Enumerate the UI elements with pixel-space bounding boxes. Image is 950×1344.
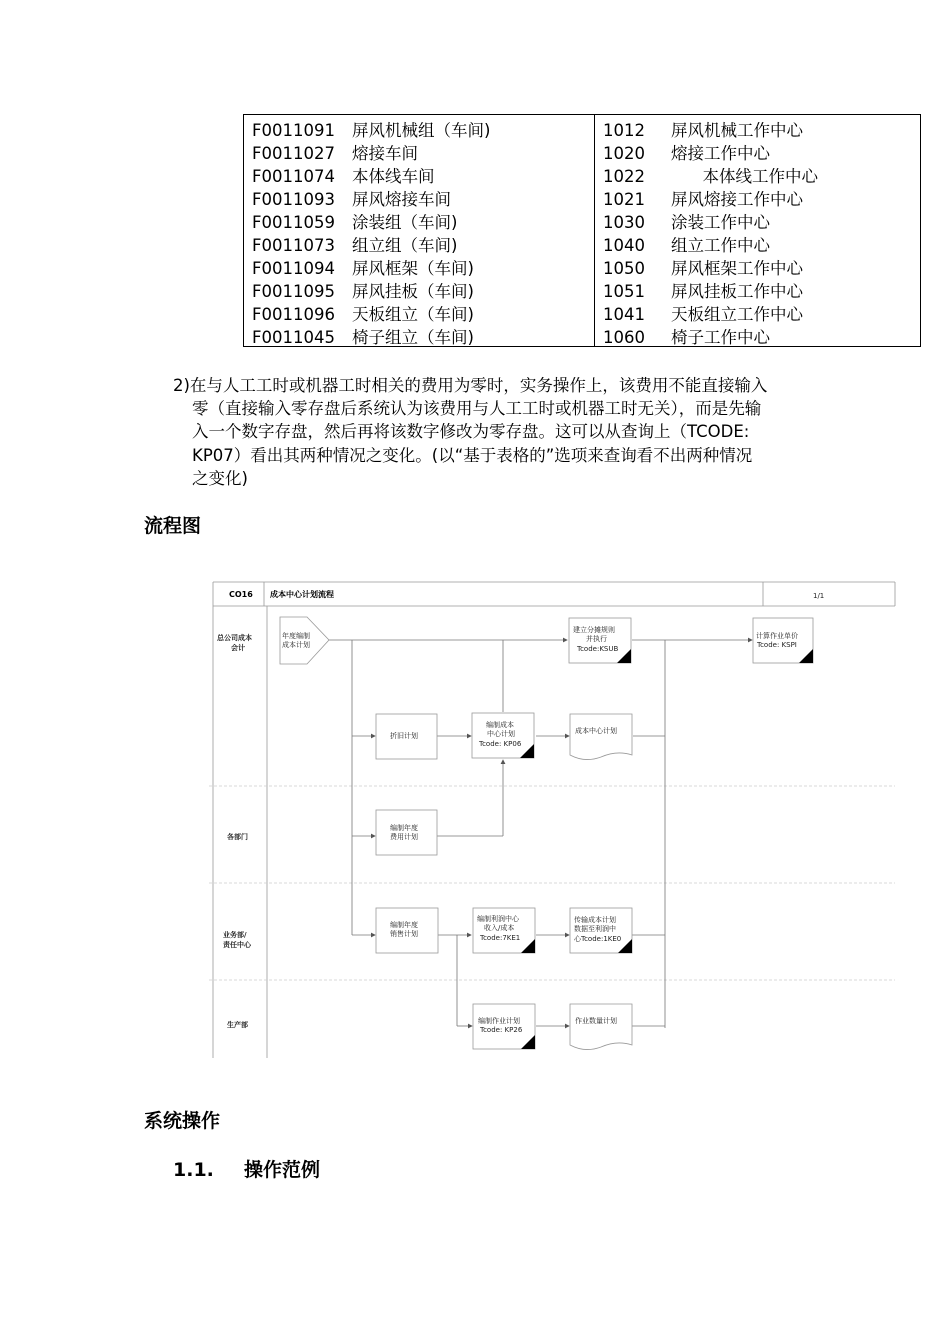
cc-plan-label: Tcode: KP06 bbox=[479, 740, 522, 748]
wc-name: 组立工作中心 bbox=[671, 236, 770, 255]
transfer-label: 传输成本计划 bbox=[574, 916, 616, 924]
wc-name: 涂装工作中心 bbox=[671, 213, 770, 232]
sales-plan-label: 销售计划 bbox=[390, 930, 418, 938]
activity-price-label: 计算作业单价 bbox=[756, 632, 798, 640]
wc-name: 屏风熔接工作中心 bbox=[671, 190, 803, 209]
note-paragraph bbox=[173, 374, 823, 490]
wc-code: 1012 bbox=[603, 121, 645, 140]
transfer-label: 心Tcode:1KE0 bbox=[574, 935, 622, 943]
table-row bbox=[603, 257, 920, 280]
activity-doc-label: 作业数量计划 bbox=[575, 1017, 617, 1025]
table-row bbox=[603, 165, 920, 188]
table-row bbox=[603, 234, 920, 257]
depreciation-label: 折旧计划 bbox=[390, 732, 418, 740]
table-row bbox=[603, 326, 920, 349]
dept-code: F0011027 bbox=[252, 144, 335, 163]
dept-name: 屏风挂板（车间) bbox=[352, 282, 474, 301]
wc-code: 1021 bbox=[603, 190, 645, 209]
wc-name: 熔接工作中心 bbox=[671, 144, 770, 163]
activity-doc bbox=[570, 1004, 632, 1050]
dist-rule-label: Tcode:KSUB bbox=[577, 645, 619, 653]
profit-plan-label: Tcode:7KE1 bbox=[480, 934, 521, 942]
dept-code: F0011059 bbox=[252, 213, 335, 232]
activity-plan-label: Tcode: KP26 bbox=[480, 1026, 523, 1034]
lane-label-hq: 会计 bbox=[231, 644, 245, 652]
dept-name: 本体线车间 bbox=[352, 167, 435, 186]
table-row bbox=[603, 211, 920, 234]
transfer-label: 数据至利润中 bbox=[574, 925, 616, 933]
table-row bbox=[252, 188, 594, 211]
note-line: KP07）看出其两种情况之变化。(以“基于表格的”选项来查询看不出两种情况 bbox=[192, 445, 753, 465]
dept-code: F0011045 bbox=[252, 328, 335, 347]
note-line: 2)在与人工工时或机器工时相关的费用为零时，实务操作上，该费用不能直接输入 bbox=[173, 376, 768, 395]
profit-plan-label: 编制利润中心 bbox=[477, 915, 519, 923]
wc-name: 屏风挂板工作中心 bbox=[671, 282, 803, 301]
dept-name: 椅子组立（车间) bbox=[352, 328, 474, 347]
table-row bbox=[252, 257, 594, 280]
wc-code: 1020 bbox=[603, 144, 645, 163]
wc-name: 屏风机械工作中心 bbox=[671, 121, 803, 140]
wc-code: 1050 bbox=[603, 259, 645, 278]
dept-name: 屏风熔接车间 bbox=[352, 190, 451, 209]
lane-label-biz: 责任中心 bbox=[223, 941, 251, 949]
table-row bbox=[252, 119, 594, 142]
wc-code: 1041 bbox=[603, 305, 645, 324]
table-row bbox=[252, 165, 594, 188]
dept-code: F0011073 bbox=[252, 236, 335, 255]
expense-plan-label: 费用计划 bbox=[390, 833, 418, 841]
wc-name: 本体线工作中心 bbox=[671, 167, 818, 186]
expense-plan-label: 编制年度 bbox=[390, 824, 418, 832]
wc-code: 1060 bbox=[603, 328, 645, 347]
dept-code: F0011091 bbox=[252, 121, 335, 140]
lane-label-dept: 各部门 bbox=[227, 833, 248, 841]
wc-code: 1040 bbox=[603, 236, 645, 255]
dept-code: F0011096 bbox=[252, 305, 335, 324]
note-line: 零（直接输入零存盘后系统认为该费用与人工工时或机器工时无关），而是先输 bbox=[192, 399, 762, 419]
dist-rule-label: 建立分摊规则 bbox=[573, 626, 615, 634]
flowchart bbox=[207, 580, 897, 1060]
department-column bbox=[244, 115, 595, 346]
table-row bbox=[252, 234, 594, 257]
table-row bbox=[252, 211, 594, 234]
dept-code: F0011095 bbox=[252, 282, 335, 301]
dist-rule-label: 并执行 bbox=[586, 635, 607, 643]
dept-code: F0011094 bbox=[252, 259, 335, 278]
wc-name: 椅子工作中心 bbox=[671, 328, 770, 347]
profit-plan-label: 收入/成本 bbox=[484, 924, 515, 932]
table-row bbox=[603, 142, 920, 165]
subsection-heading bbox=[173, 1155, 320, 1182]
table-row bbox=[603, 188, 920, 211]
flowchart-title: 成本中心计划流程 bbox=[270, 590, 334, 599]
system-heading: 系统操作 bbox=[144, 1110, 221, 1132]
flowchart-page: 1/1 bbox=[813, 592, 825, 600]
mapping-table bbox=[243, 114, 921, 347]
dept-code: F0011093 bbox=[252, 190, 335, 209]
table-row bbox=[603, 280, 920, 303]
dept-name: 熔接车间 bbox=[352, 144, 418, 163]
lane-label-biz: 业务部/ bbox=[223, 931, 247, 939]
table-row bbox=[603, 303, 920, 326]
table-row bbox=[252, 280, 594, 303]
cc-plan-label: 中心计划 bbox=[487, 730, 515, 738]
wc-name: 天板组立工作中心 bbox=[671, 305, 803, 324]
lane-label-prod: 生产部 bbox=[227, 1021, 248, 1029]
flowchart-code: CO16 bbox=[229, 590, 253, 599]
note-line: 入一个数字存盘，然后再将该数字修改为零存盘。这可以从查询上（TCODE: bbox=[192, 422, 750, 442]
start-node-label: 成本计划 bbox=[282, 641, 310, 649]
cc-plan-label: 编制成本 bbox=[486, 721, 514, 729]
table-row bbox=[603, 119, 920, 142]
sales-plan-label: 编制年度 bbox=[390, 921, 418, 929]
subsection-title: 操作范例 bbox=[244, 1159, 321, 1181]
dept-code: F0011074 bbox=[252, 167, 335, 186]
wc-name: 屏风框架工作中心 bbox=[671, 259, 803, 278]
start-node-label: 年度编制 bbox=[282, 632, 310, 640]
note-line: 之变化) bbox=[192, 468, 248, 488]
subsection-number: 1.1. bbox=[173, 1159, 214, 1181]
dept-name: 涂装组（车间) bbox=[352, 213, 458, 232]
lane-dividers bbox=[209, 786, 895, 980]
dept-name: 天板组立（车间) bbox=[352, 305, 474, 324]
activity-plan-label: 编制作业计划 bbox=[478, 1017, 520, 1025]
flowchart-heading: 流程图 bbox=[144, 515, 202, 537]
dept-name: 组立组（车间) bbox=[352, 236, 458, 255]
flowchart-canvas bbox=[207, 580, 897, 1060]
cc-plan-doc-label: 成本中心计划 bbox=[575, 727, 617, 735]
dept-name: 屏风机械组（车间) bbox=[352, 121, 491, 140]
dept-name: 屏风框架（车间) bbox=[352, 259, 474, 278]
activity-price-label: Tcode: KSPI bbox=[757, 641, 797, 649]
lane-label-hq: 总公司成本 bbox=[217, 634, 252, 642]
wc-code: 1051 bbox=[603, 282, 645, 301]
work-center-column bbox=[595, 115, 920, 346]
cc-plan-doc bbox=[570, 714, 632, 760]
table-row bbox=[252, 303, 594, 326]
wc-code: 1022 bbox=[603, 167, 645, 186]
wc-code: 1030 bbox=[603, 213, 645, 232]
table-row bbox=[252, 326, 594, 349]
table-row bbox=[252, 142, 594, 165]
